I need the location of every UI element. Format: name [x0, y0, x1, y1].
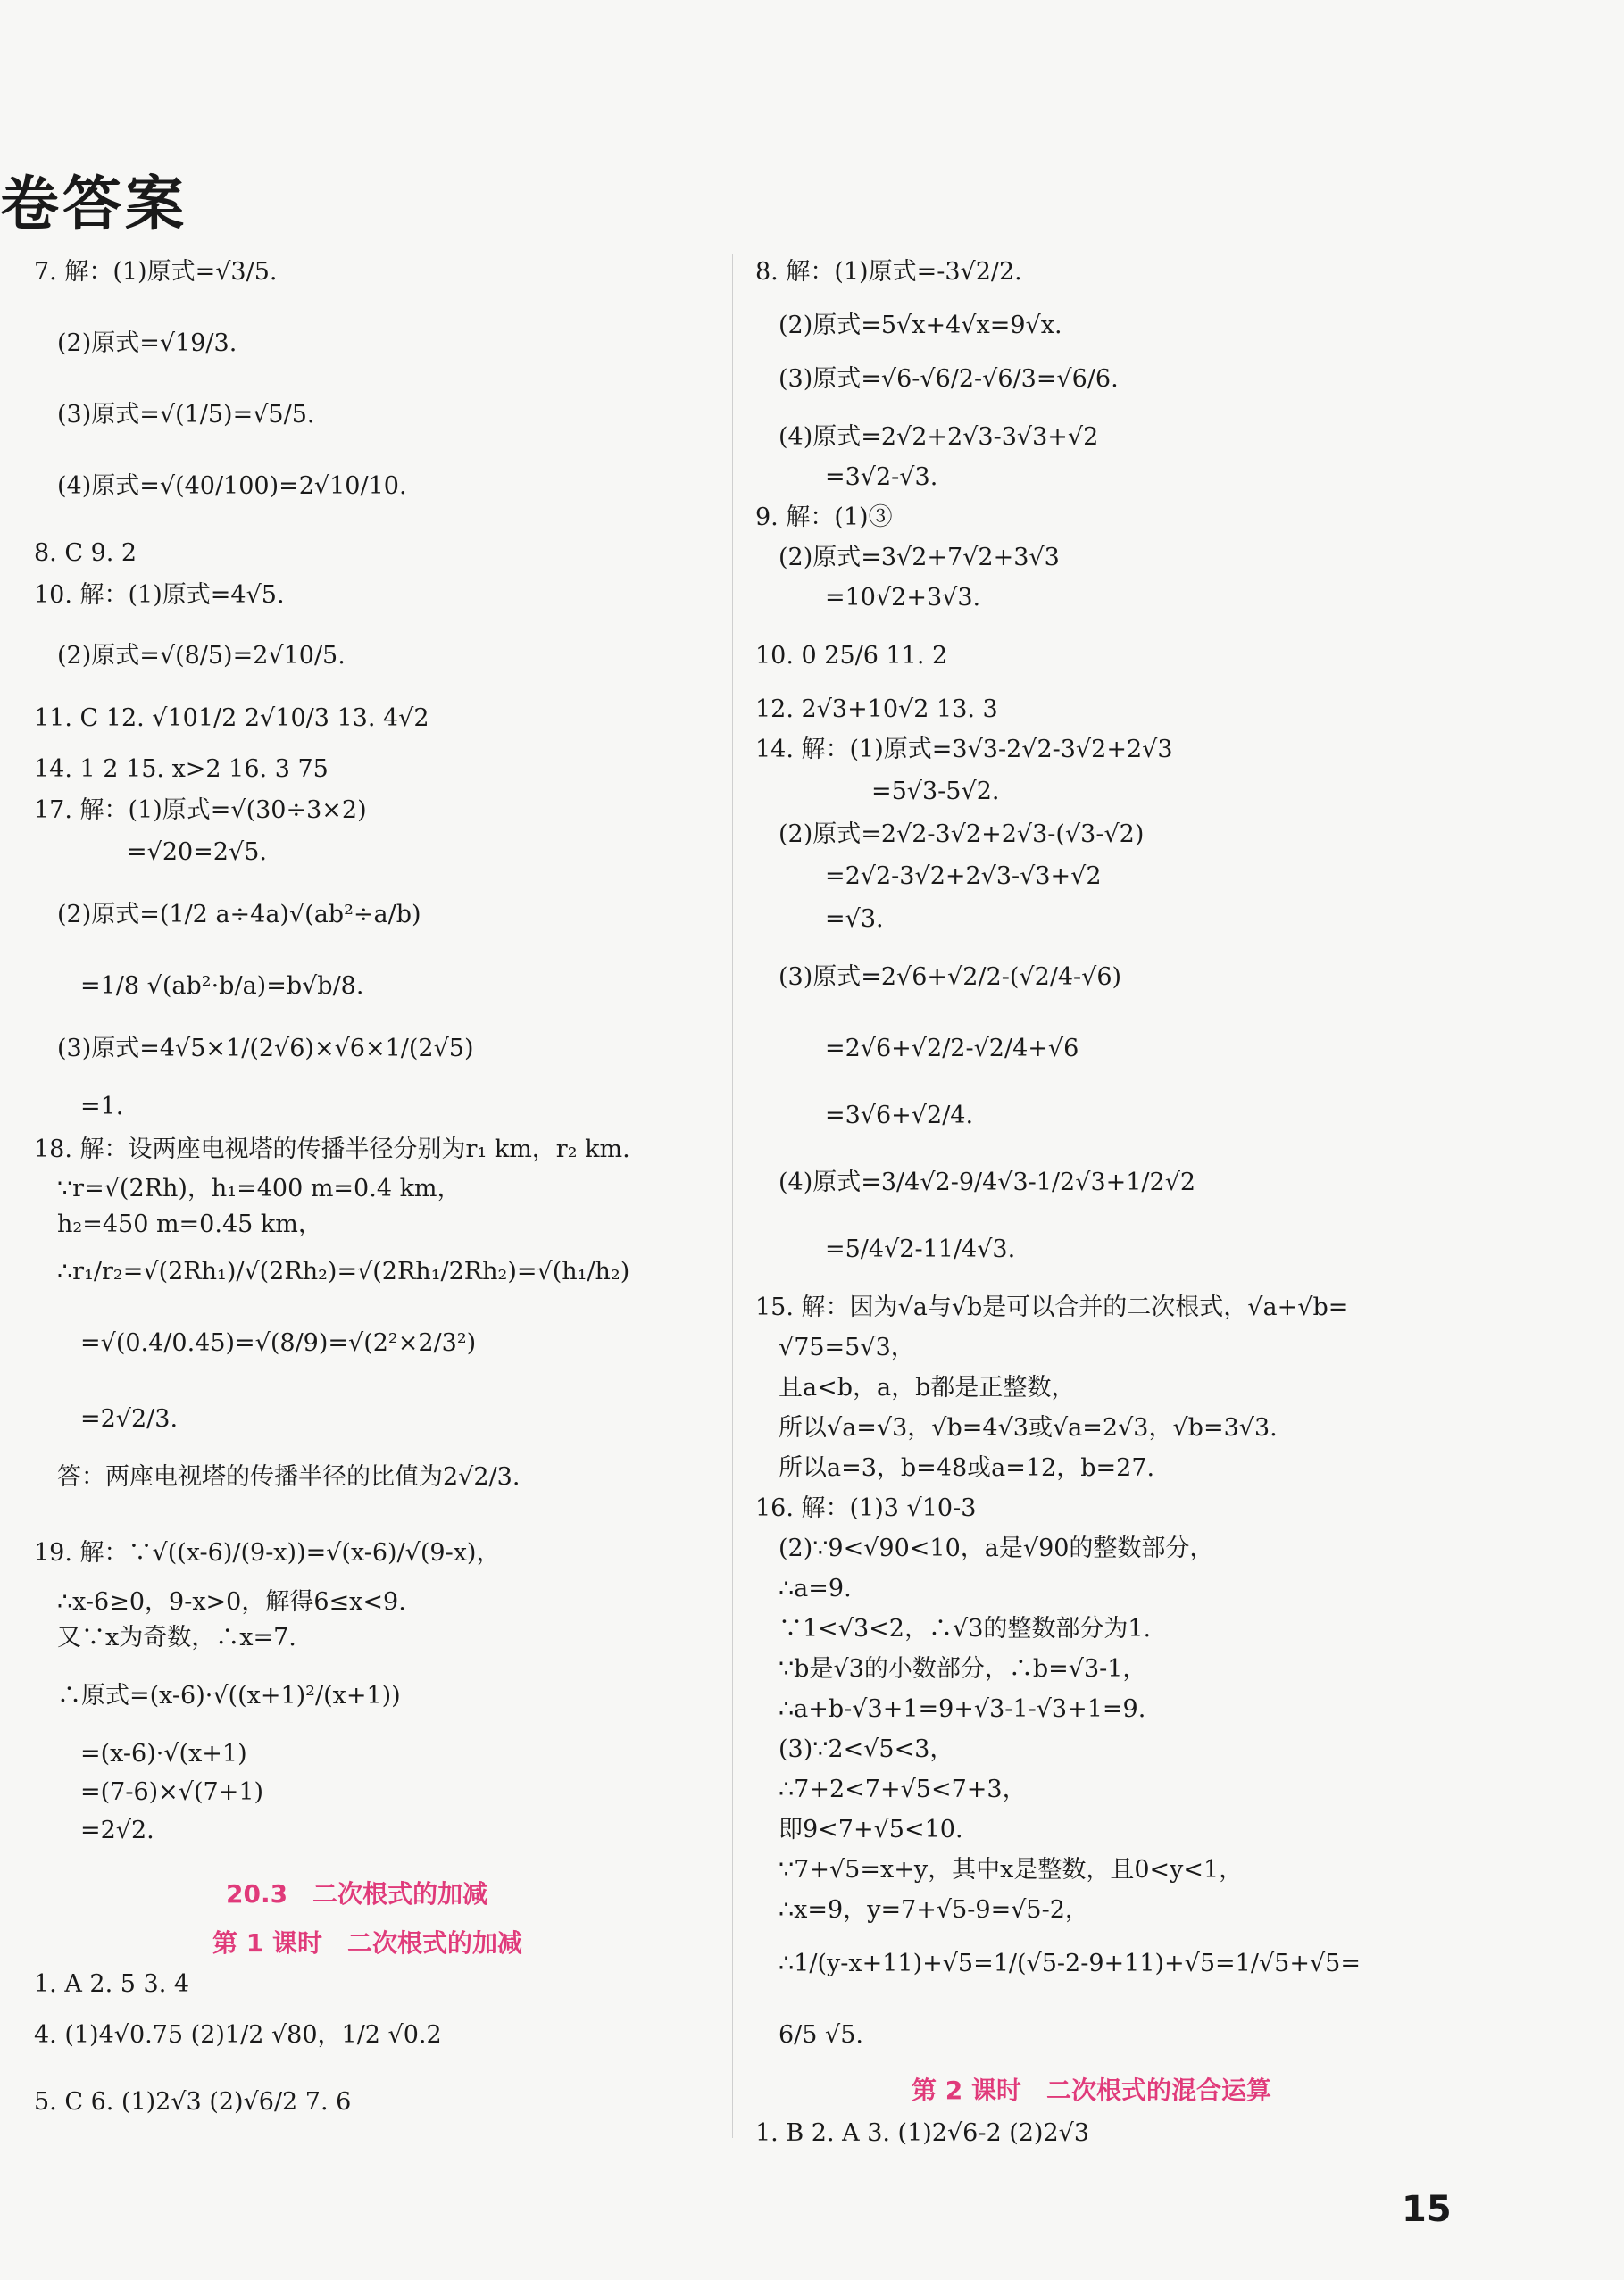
answer-line: 17. 解：(1)原式=√(30÷3×2) — [34, 796, 367, 824]
answer-line: ∵b是√3的小数部分，∴b=√3-1， — [779, 1655, 1147, 1683]
answer-line: 所以√a=√3，√b=4√3或√a=2√3，√b=3√3. — [779, 1414, 1278, 1442]
answer-line: ∴x-6≥0，9-x>0，解得6≤x<9. — [57, 1588, 406, 1616]
answer-line: =(x-6)·√(x+1) — [80, 1740, 247, 1768]
section-heading: 20.3 二次根式的加减 — [226, 1879, 488, 1909]
answer-line: 10. 0 25/6 11. 2 — [755, 642, 948, 670]
answer-line: =10√2+3√3. — [825, 584, 981, 612]
answer-line: 又∵x为奇数，∴x=7. — [57, 1624, 296, 1652]
answer-line: (3)∵2<√5<3， — [779, 1735, 954, 1763]
answer-line: 10. 解：(1)原式=4√5. — [34, 581, 285, 609]
answer-line: 6/5 √5. — [779, 2021, 864, 2049]
answer-line: =1/8 √(ab²·b/a)=b√b/8. — [80, 972, 364, 1000]
answer-line: ∴原式=(x-6)·√((x+1)²/(x+1)) — [57, 1682, 401, 1710]
answer-line: 1. B 2. A 3. (1)2√6-2 (2)2√3 — [755, 2119, 1090, 2147]
answer-line: =1. — [80, 1093, 124, 1120]
answer-line: =2√2-3√2+2√3-√3+√2 — [825, 862, 1102, 890]
answer-line: (3)原式=√6-√6/2-√6/3=√6/6. — [779, 365, 1119, 393]
page-header: 卷答案 — [0, 170, 187, 238]
answer-line: 答：两座电视塔的传播半径的比值为2√2/3. — [57, 1463, 521, 1491]
answer-line: =3√6+√2/4. — [825, 1102, 974, 1129]
answer-line: 5. C 6. (1)2√3 (2)√6/2 7. 6 — [34, 2088, 352, 2116]
answer-line: 8. 解：(1)原式=-3√2/2. — [755, 258, 1022, 286]
answer-line: (2)原式=√(8/5)=2√10/5. — [57, 642, 346, 670]
answer-line: 7. 解：(1)原式=√3/5. — [34, 258, 278, 286]
answer-line: ∵7+√5=x+y，其中x是整数，且0<y<1， — [779, 1856, 1244, 1884]
answer-line: 9. 解：(1)③ — [755, 503, 893, 531]
answer-line: =3√2-√3. — [825, 463, 938, 491]
answer-line: 即9<7+√5<10. — [779, 1816, 963, 1843]
column-divider — [732, 254, 733, 2138]
answer-line: =5√3-5√2. — [871, 778, 1000, 805]
answer-line: =2√6+√2/2-√2/4+√6 — [825, 1035, 1079, 1062]
answer-line: (2)原式=(1/2 a÷4a)√(ab²÷a/b) — [57, 901, 421, 928]
section-heading: 第 2 课时 二次根式的混合运算 — [912, 2076, 1271, 2105]
answer-line: (2)原式=5√x+4√x=9√x. — [779, 312, 1062, 339]
answer-line: ∵r=√(2Rh)，h₁=400 m=0.4 km， — [57, 1175, 462, 1202]
answer-line: =√3. — [825, 905, 884, 933]
answer-line: 14. 解：(1)原式=3√3-2√2-3√2+2√3 — [755, 736, 1173, 763]
section-heading: 第 1 课时 二次根式的加减 — [212, 1928, 522, 1958]
answer-line: ∴a=9. — [779, 1575, 852, 1602]
answer-line: =2√2/3. — [80, 1405, 179, 1433]
answer-line: (3)原式=2√6+√2/2-(√2/4-√6) — [779, 963, 1122, 991]
answer-line: ∴1/(y-x+11)+√5=1/(√5-2-9+11)+√5=1/√5+√5= — [779, 1950, 1361, 1977]
answer-line: ∴7+2<7+√5<7+3， — [779, 1776, 1027, 1803]
answer-line: =5/4√2-11/4√3. — [825, 1236, 1016, 1263]
answer-line: 1. A 2. 5 3. 4 — [34, 1970, 190, 1998]
answer-line: =√20=2√5. — [127, 838, 267, 866]
answer-line: √75=5√3， — [779, 1334, 915, 1361]
answer-line: (2)原式=3√2+7√2+3√3 — [779, 544, 1060, 571]
answer-line: ∴x=9，y=7+√5-9=√5-2， — [779, 1896, 1089, 1924]
answer-line: 11. C 12. √101/2 2√10/3 13. 4√2 — [34, 704, 429, 732]
answer-line: =√(0.4/0.45)=√(8/9)=√(2²×2/3²) — [80, 1329, 477, 1357]
answer-line: ∵1<√3<2，∴√3的整数部分为1. — [779, 1615, 1152, 1643]
answer-line: 4. (1)4√0.75 (2)1/2 √80，1/2 √0.2 — [34, 2021, 442, 2049]
answer-line: 且a<b，a，b都是正整数， — [779, 1374, 1076, 1402]
answer-line: (4)原式=3/4√2-9/4√3-1/2√3+1/2√2 — [779, 1169, 1196, 1196]
answer-line: (2)原式=√19/3. — [57, 329, 237, 357]
answer-line: 18. 解：设两座电视塔的传播半径分别为r₁ km，r₂ km. — [34, 1136, 630, 1163]
answer-line: 所以a=3，b=48或a=12，b=27. — [779, 1454, 1155, 1482]
answer-line: 19. 解：∵√((x-6)/(9-x))=√(x-6)/√(9-x)， — [34, 1539, 501, 1567]
answer-line: (4)原式=2√2+2√3-3√3+√2 — [779, 423, 1099, 451]
answer-line: 16. 解：(1)3 √10-3 — [755, 1494, 977, 1522]
answer-line: (4)原式=√(40/100)=2√10/10. — [57, 472, 407, 500]
answer-line: ∴r₁/r₂=√(2Rh₁)/√(2Rh₂)=√(2Rh₁/2Rh₂)=√(h₁/h₂) — [57, 1258, 630, 1286]
answer-line: (2)原式=2√2-3√2+2√3-(√3-√2) — [779, 820, 1145, 848]
answer-line: 12. 2√3+10√2 13. 3 — [755, 695, 998, 723]
answer-line: =2√2. — [80, 1817, 154, 1844]
answer-line: 8. C 9. 2 — [34, 539, 137, 567]
answer-line: =(7-6)×√(7+1) — [80, 1778, 264, 1806]
answer-line: 15. 解：因为√a与√b是可以合并的二次根式，√a+√b= — [755, 1294, 1349, 1321]
answer-line: h₂=450 m=0.45 km， — [57, 1211, 322, 1238]
answer-line: (3)原式=4√5×1/(2√6)×√6×1/(2√5) — [57, 1035, 474, 1062]
answer-line: ∴a+b-√3+1=9+√3-1-√3+1=9. — [779, 1695, 1146, 1723]
page-number: 15 — [1402, 2189, 1452, 2230]
answer-line: (3)原式=√(1/5)=√5/5. — [57, 401, 315, 429]
answer-line: 14. 1 2 15. x>2 16. 3 75 — [34, 755, 329, 783]
answer-line: (2)∵9<√90<10，a是√90的整数部分， — [779, 1535, 1214, 1562]
